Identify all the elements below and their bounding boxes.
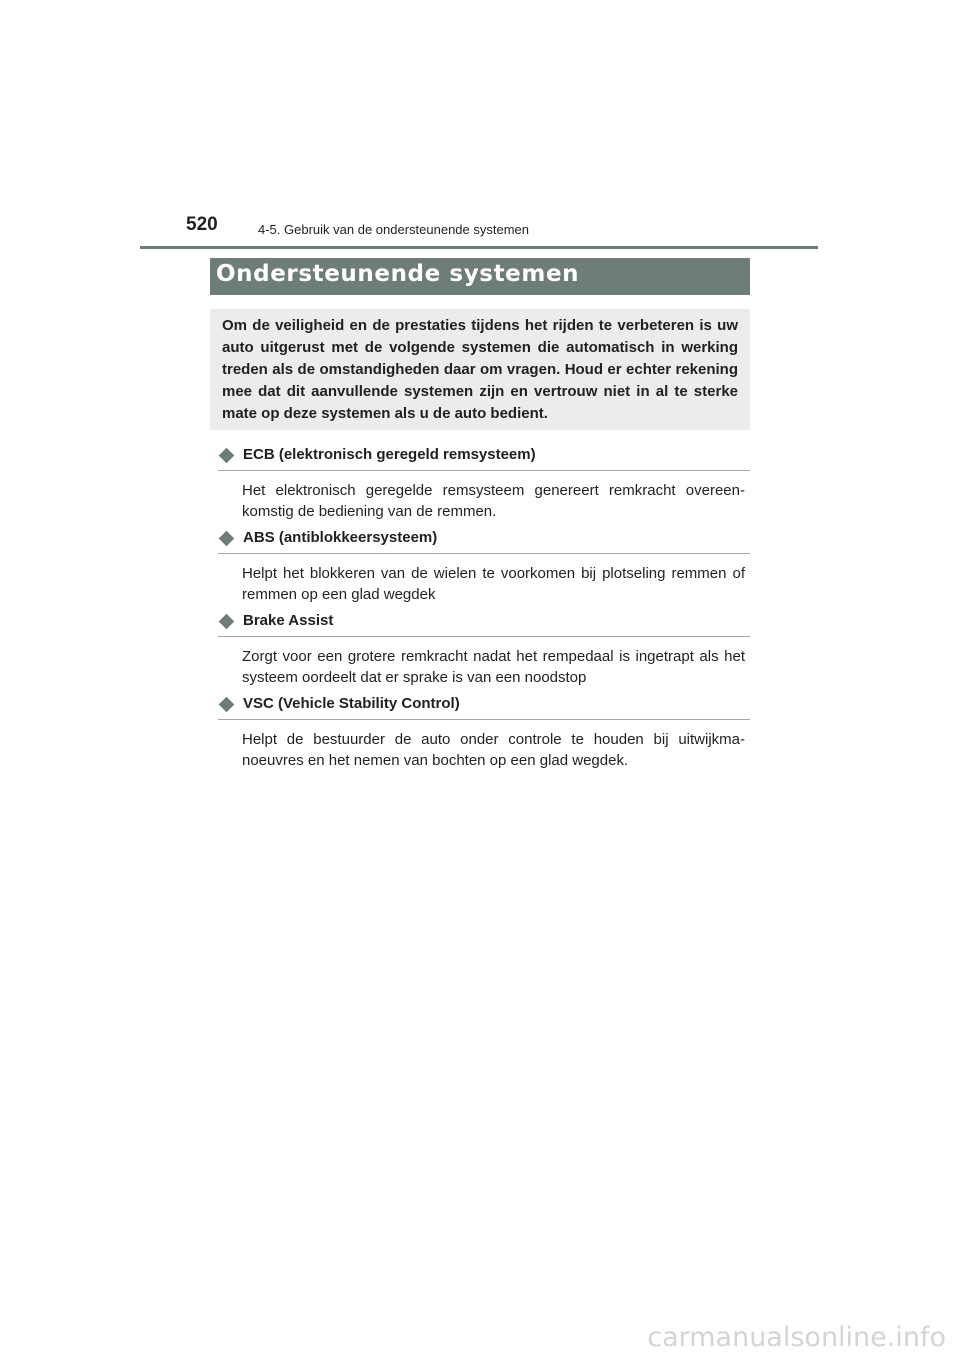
- item-title: VSC (Vehicle Stability Control): [243, 695, 460, 712]
- system-item-ecb: [218, 446, 750, 522]
- item-heading: [218, 612, 750, 637]
- section-title-bar: [210, 258, 750, 295]
- diamond-bullet-icon: [219, 531, 235, 547]
- item-description: Helpt de bestuurder de auto onder controle te houden bij uitwijkmanoeuvres en het nemen van bochten op een glad wegdek.: [242, 731, 745, 769]
- item-heading: [218, 695, 750, 720]
- item-heading: [218, 529, 750, 554]
- watermark: carmanualsonline.info: [647, 1322, 946, 1353]
- item-title: ECB (elektronisch geregeld remsysteem): [243, 446, 536, 463]
- system-item-brake-assist: [218, 612, 750, 688]
- page-title: Ondersteunende systemen: [216, 261, 580, 287]
- diamond-bullet-icon: [219, 614, 235, 630]
- system-item-vsc: [218, 695, 750, 771]
- item-description: Het elektronisch geregelde remsysteem genereert remkracht overeenkomstig de bediening van de remmen.: [242, 482, 745, 520]
- intro-box: [210, 309, 750, 430]
- item-title: ABS (antiblokkeersysteem): [243, 529, 438, 546]
- intro-text: Om de veiligheid en de prestaties tijdens het rijden te verbeteren is uw auto uitgerust met de volgende systemen die automatisch in werking treden als de omstandigheden daar om vragen. Houd er echter rekening mee dat dit aanvullende systemen zijn en vertrouw niet in al te sterke mate op deze systemen als u de auto bedient.: [222, 317, 738, 422]
- diamond-bullet-icon: [219, 697, 235, 713]
- item-title: Brake Assist: [243, 612, 334, 629]
- system-item-abs: [218, 529, 750, 605]
- diamond-bullet-icon: [219, 448, 235, 464]
- section-breadcrumb: 4-5. Gebruik van de ondersteunende systemen: [258, 222, 530, 237]
- item-heading: [218, 446, 750, 471]
- item-description: Zorgt voor een grotere remkracht nadat het rempedaal is ingetrapt als het systeem oordeelt dat er sprake is van een noodstop: [242, 648, 745, 686]
- page-header: [140, 212, 818, 249]
- page-number: 520: [186, 214, 218, 235]
- item-description: Helpt het blokkeren van de wielen te voorkomen bij plotseling remmen of remmen op een glad wegdek: [242, 565, 745, 603]
